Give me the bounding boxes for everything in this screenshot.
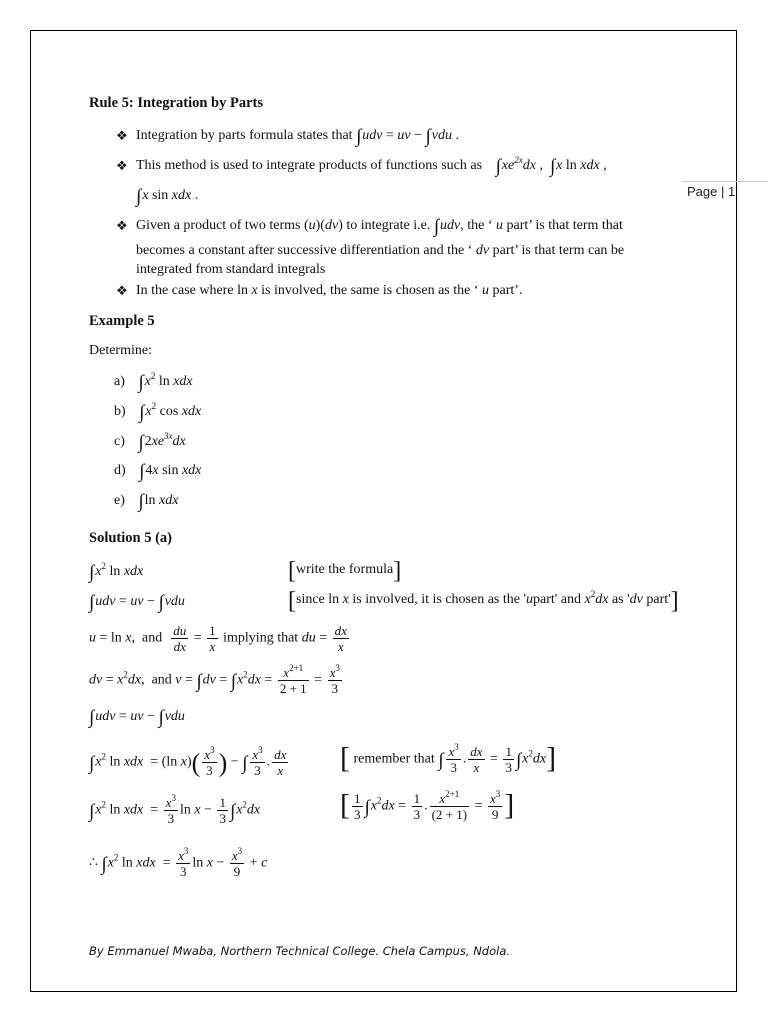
solution-line-6: $\int x^2$ ln xdx = (ln x)( $\frac{x^3}{3}$ ) − ∫ $\frac{x^3}{3}$ . $\frac{dx}{x}$ [89, 745, 287, 778]
bullet-icon: ❖ [116, 158, 128, 173]
solution-note-3: [ remember that ∫ $\frac{x^3}{3}$ . $\frac{dx}{x}$ = $\frac{1}{3}$ $\int x^2dx$] [340, 741, 557, 775]
bullet-3-line-3: integrated from standard integrals [136, 262, 326, 277]
footer-author: By Emmanuel Mwaba, Northern Technical College. Chela Campus, Ndola. [89, 944, 511, 958]
bullet-2: This method is used to integrate products of functions such as $\int xe^{2x}dx$ , ∫x ln xdx , [136, 155, 607, 177]
bullet-icon: ❖ [116, 283, 128, 298]
solution-note-1: [write the formula] [288, 558, 402, 584]
example-item-a: a) $\int x^2$ ln xdx [114, 371, 193, 393]
bullet-3-line-2: becomes a constant after successive differentiation and the ‘ dv part’ is that term can be [136, 243, 625, 258]
solution-heading: Solution 5 (a) [89, 530, 172, 546]
page-number: Page | 1 [687, 184, 736, 199]
bullet-1: Integration by parts formula states that ∫udv = uv − ∫vdu . [136, 126, 459, 147]
bullet-icon: ❖ [116, 128, 128, 143]
solution-line-5: ∫udv = uv − ∫vdu [89, 707, 185, 728]
page-number-rule [682, 181, 768, 182]
solution-line-1: $\int x^2$ ln xdx [89, 561, 144, 583]
example-item-b: b) $\int x^2$ cos xdx [114, 401, 202, 423]
solution-line-4: dv = $x^2dx$, and $v = \int dv = \int x^2dx$ = $\frac{x^{2+1}}{2 + 1}$ = $\frac{x^3}{3}$ [89, 663, 340, 696]
solution-line-7: $\int x^2$ ln xdx = $\frac{x^3}{3}$ ln x − $\frac{1}{3}$ $\int x^2dx$ [89, 793, 261, 826]
solution-final: ∴ $\int x^2$ ln xdx = $\frac{x^3}{3}$ ln x − $\frac{x^3}{9}$ + c [89, 846, 268, 879]
rule-heading: Rule 5: Integration by Parts [89, 95, 263, 111]
solution-line-2: ∫udv = uv − ∫vdu [89, 592, 185, 613]
formula-parts: ∫udv = uv − ∫vdu . [356, 126, 459, 147]
example-intro: Determine: [89, 343, 152, 358]
solution-note-2: [since ln x is involved, it is chosen as the 'upart' and $x^2dx$ as 'dv part'] [288, 588, 679, 614]
example-item-c: c) $\int 2xe^{3x}dx$ [114, 431, 186, 453]
example-item-d: d) ∫4x sin xdx [114, 461, 202, 482]
bullet-3: Given a product of two terms (u)(dv) to integrate i.e. ∫udv, the ‘ u part’ is that term that [136, 216, 623, 237]
bullet-4: In the case where ln x is involved, the same is chosen as the ‘ u part’. [136, 283, 523, 298]
example-heading: Example 5 [89, 313, 155, 329]
bullet-2-cont: ∫x sin xdx . [136, 186, 199, 207]
solution-note-4: [ $\frac{1}{3}$ $\int x^2dx$ = $\frac{1}{3}$ . $\frac{x^{2+1}}{(2 + 1)}$ = $\frac{x^3}{9}$ ] [340, 788, 515, 822]
bullet-icon: ❖ [116, 218, 128, 233]
solution-line-3: u = ln x, and $\frac{du}{dx}$ = $\frac{1}{x}$ implying that du = $\frac{dx}{x}$ [89, 623, 347, 654]
example-item-e: e) ∫ln xdx [114, 491, 179, 512]
